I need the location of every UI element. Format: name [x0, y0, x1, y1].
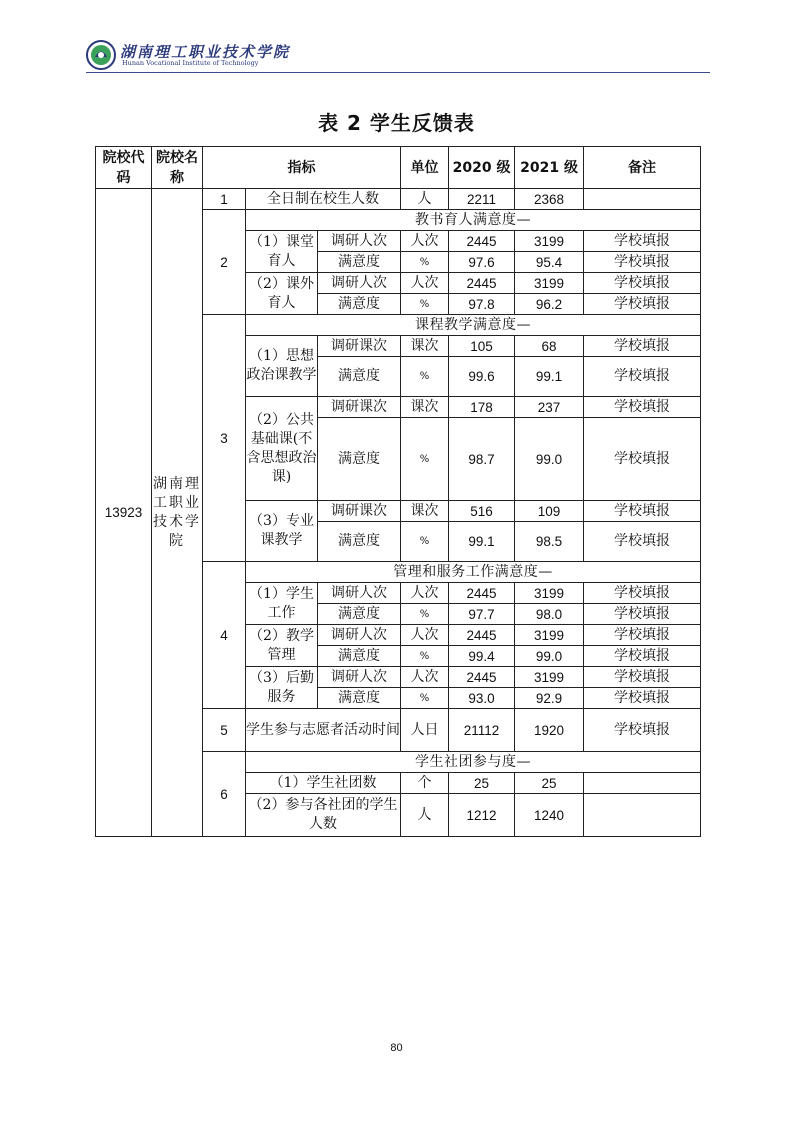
table-header-row [96, 147, 701, 189]
note-cell: 学校填报 [584, 357, 701, 397]
row-number: 5 [203, 709, 246, 752]
item-cell: 满意度 [318, 522, 401, 562]
item-cell: 调研人次 [318, 273, 401, 294]
value-2020: 2445 [449, 583, 515, 604]
value-2021: 3199 [515, 625, 584, 646]
table-title: 表 2 学生反馈表 [318, 111, 475, 135]
header-rule [86, 72, 710, 73]
unit-cell: 个 [401, 773, 449, 794]
value-2020: 1212 [449, 794, 515, 837]
item-cell: 调研人次 [318, 667, 401, 688]
value-2021: 96.2 [515, 294, 584, 315]
value-2021: 109 [515, 501, 584, 522]
value-2020: 97.7 [449, 604, 515, 625]
row-number: 1 [203, 189, 246, 210]
row-number: 4 [203, 562, 246, 709]
unit-cell: % [401, 646, 449, 667]
indicator-label: 全日制在校生人数 [246, 189, 401, 210]
school-code-cell: 13923 [96, 189, 152, 837]
sub-indicator-label: （1）课堂育人 [246, 231, 318, 273]
value-2021: 98.0 [515, 604, 584, 625]
note-cell: 学校填报 [584, 501, 701, 522]
unit-cell: 人 [401, 794, 449, 837]
indicator-label: （1）学生社团数 [246, 773, 401, 794]
sub-indicator-label: （1）思想政治课教学 [246, 336, 318, 397]
item-cell: 调研人次 [318, 231, 401, 252]
value-2021: 1240 [515, 794, 584, 837]
unit-cell: 人次 [401, 231, 449, 252]
unit-cell: % [401, 604, 449, 625]
note-cell: 学校填报 [584, 418, 701, 501]
page-number: 80 [390, 1042, 403, 1054]
unit-cell: % [401, 294, 449, 315]
value-2020: 105 [449, 336, 515, 357]
item-cell: 满意度 [318, 418, 401, 501]
item-cell: 满意度 [318, 688, 401, 709]
sub-indicator-label: （2）教学管理 [246, 625, 318, 667]
item-cell: 调研课次 [318, 397, 401, 418]
note-cell: 学校填报 [584, 252, 701, 273]
value-2020: 97.6 [449, 252, 515, 273]
value-2020: 2445 [449, 231, 515, 252]
sub-indicator-label: （2）课外育人 [246, 273, 318, 315]
note-cell: 学校填报 [584, 709, 701, 752]
group-title: 教书育人满意度— [246, 210, 701, 231]
value-2021: 68 [515, 336, 584, 357]
sub-indicator-label: （3）后勤服务 [246, 667, 318, 709]
group-title: 管理和服务工作满意度— [246, 562, 701, 583]
indicator-label: （2）参与各社团的学生人数 [246, 794, 401, 837]
value-2020: 99.6 [449, 357, 515, 397]
note-cell: 学校填报 [584, 604, 701, 625]
value-2020: 21112 [449, 709, 515, 752]
note-cell: 学校填报 [584, 583, 701, 604]
value-2020: 97.8 [449, 294, 515, 315]
unit-cell: 课次 [401, 501, 449, 522]
school-name-en: Hunan Vocational Institute of Technology [122, 59, 259, 67]
note-cell: 学校填报 [584, 667, 701, 688]
value-2021: 99.1 [515, 357, 584, 397]
item-cell: 调研人次 [318, 583, 401, 604]
row-number: 3 [203, 315, 246, 562]
value-2021: 99.0 [515, 418, 584, 501]
unit-cell: 人 [401, 189, 449, 210]
value-2020: 99.1 [449, 522, 515, 562]
note-cell: 学校填报 [584, 646, 701, 667]
unit-cell: % [401, 357, 449, 397]
value-2020: 98.7 [449, 418, 515, 501]
note-cell: 学校填报 [584, 522, 701, 562]
value-2021: 1920 [515, 709, 584, 752]
school-logo-icon [86, 40, 116, 70]
unit-cell: % [401, 252, 449, 273]
note-cell: 学校填报 [584, 294, 701, 315]
note-cell: 学校填报 [584, 231, 701, 252]
value-2020: 178 [449, 397, 515, 418]
sub-indicator-label: （1）学生工作 [246, 583, 318, 625]
unit-cell: 人次 [401, 667, 449, 688]
value-2021: 3199 [515, 231, 584, 252]
value-2021: 25 [515, 773, 584, 794]
unit-cell: % [401, 522, 449, 562]
value-2021: 3199 [515, 273, 584, 294]
item-cell: 满意度 [318, 646, 401, 667]
value-2021: 99.0 [515, 646, 584, 667]
value-2021: 2368 [515, 189, 584, 210]
note-cell [584, 189, 701, 210]
note-cell: 学校填报 [584, 336, 701, 357]
value-2021: 95.4 [515, 252, 584, 273]
item-cell: 调研课次 [318, 501, 401, 522]
note-cell: 学校填报 [584, 625, 701, 646]
header-name: 院校名称 [152, 147, 203, 189]
value-2021: 3199 [515, 667, 584, 688]
unit-cell: % [401, 688, 449, 709]
item-cell: 满意度 [318, 357, 401, 397]
item-cell: 调研课次 [318, 336, 401, 357]
note-cell [584, 773, 701, 794]
note-cell [584, 794, 701, 837]
school-name-cn: 湖南理工职业技术学院 [120, 43, 291, 61]
item-cell: 满意度 [318, 604, 401, 625]
note-cell: 学校填报 [584, 688, 701, 709]
student-feedback-table [95, 146, 701, 837]
value-2021: 98.5 [515, 522, 584, 562]
unit-cell: 人次 [401, 583, 449, 604]
value-2020: 2445 [449, 667, 515, 688]
header-2021: 2021 级 [515, 147, 584, 189]
value-2021: 92.9 [515, 688, 584, 709]
item-cell: 满意度 [318, 252, 401, 273]
unit-cell: 课次 [401, 397, 449, 418]
value-2020: 25 [449, 773, 515, 794]
header-unit: 单位 [401, 147, 449, 189]
header-2020: 2020 级 [449, 147, 515, 189]
item-cell: 满意度 [318, 294, 401, 315]
unit-cell: 人次 [401, 273, 449, 294]
sub-indicator-label: （3）专业课教学 [246, 501, 318, 562]
value-2020: 2445 [449, 625, 515, 646]
note-cell: 学校填报 [584, 397, 701, 418]
group-title: 课程教学满意度— [246, 315, 701, 336]
header-code: 院校代码 [96, 147, 152, 189]
unit-cell: 人次 [401, 625, 449, 646]
sub-indicator-label: （2）公共基础课(不含思想政治课) [246, 397, 318, 501]
group-title: 学生社团参与度— [246, 752, 701, 773]
table-row [96, 189, 701, 210]
page-header [86, 38, 710, 74]
school-name-cell: 湖南理工职业技术学院 [152, 189, 203, 837]
value-2021: 3199 [515, 583, 584, 604]
value-2021: 237 [515, 397, 584, 418]
item-cell: 调研人次 [318, 625, 401, 646]
unit-cell: 人日 [401, 709, 449, 752]
value-2020: 516 [449, 501, 515, 522]
header-note: 备注 [584, 147, 701, 189]
value-2020: 93.0 [449, 688, 515, 709]
value-2020: 2211 [449, 189, 515, 210]
row-number: 6 [203, 752, 246, 837]
unit-cell: % [401, 418, 449, 501]
unit-cell: 课次 [401, 336, 449, 357]
row-number: 2 [203, 210, 246, 315]
value-2020: 2445 [449, 273, 515, 294]
header-indicator: 指标 [203, 147, 401, 189]
value-2020: 99.4 [449, 646, 515, 667]
note-cell: 学校填报 [584, 273, 701, 294]
indicator-label: 学生参与志愿者活动时间 [246, 709, 401, 752]
